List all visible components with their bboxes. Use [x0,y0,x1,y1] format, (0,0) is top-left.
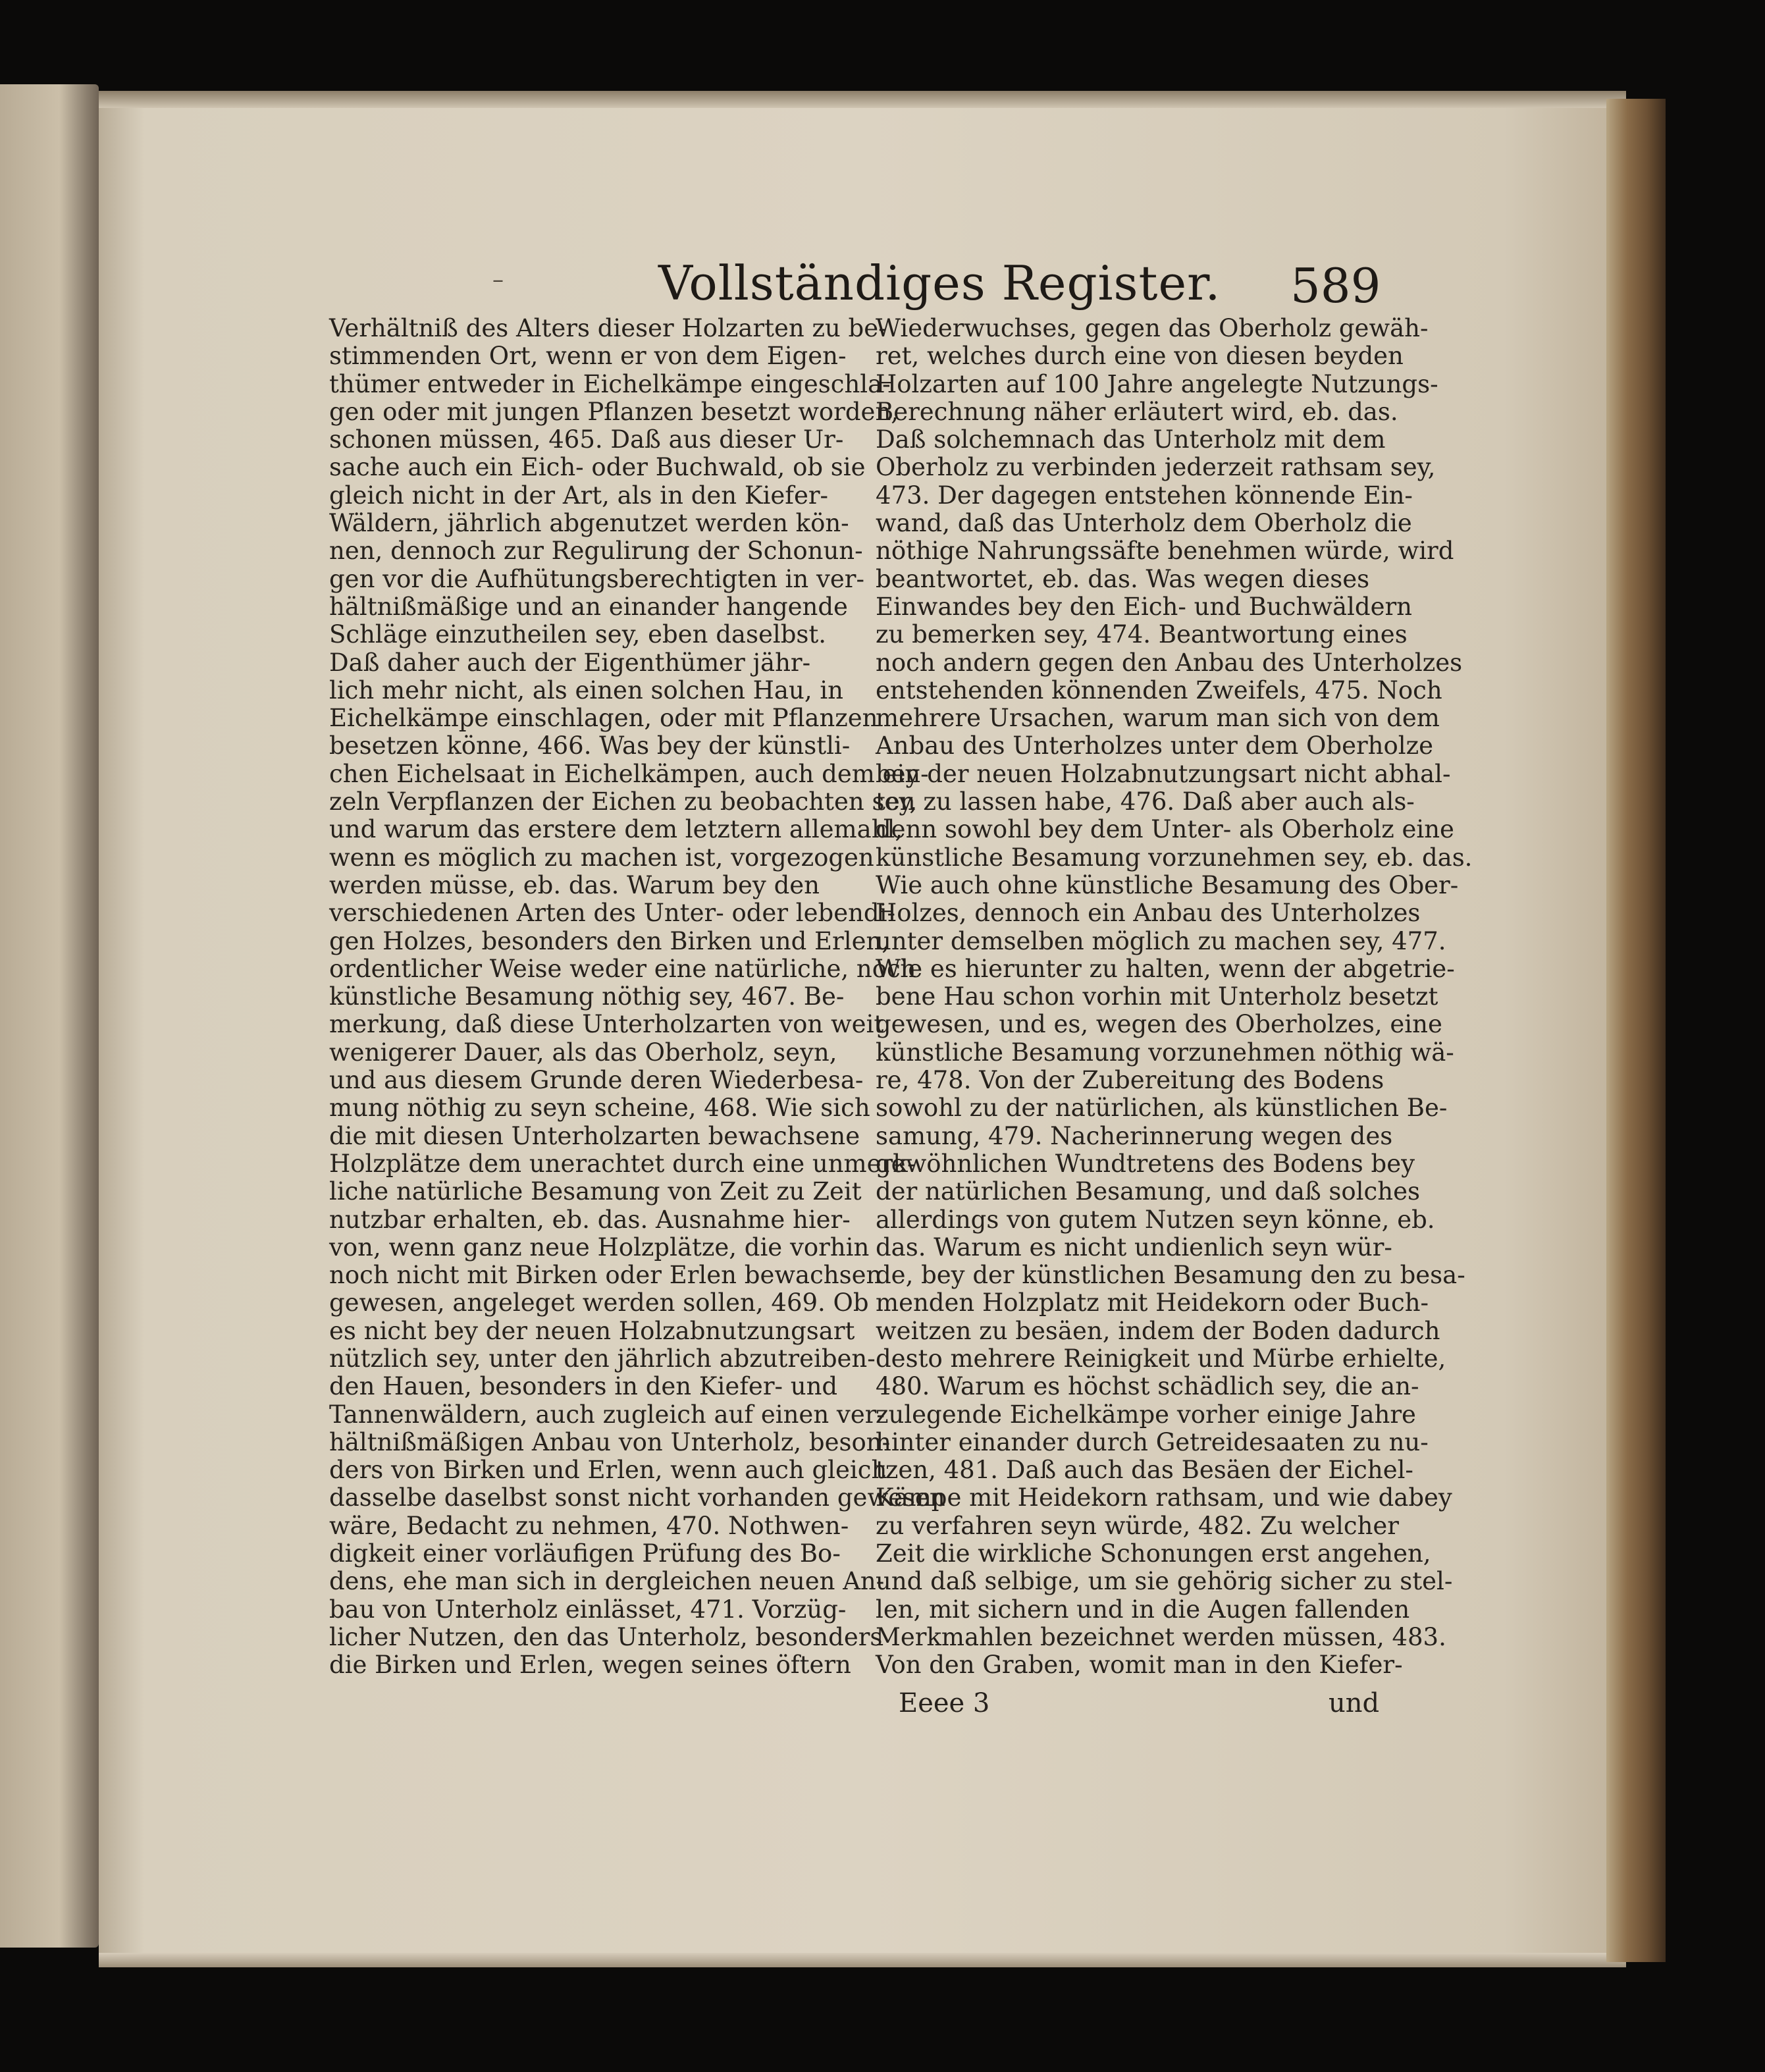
text-line: die Birken und Erlen, wegen seines öftern [329,1651,851,1680]
text-line: gen oder mit jungen Pflanzen besetzt worden, [329,397,899,426]
text-line: entstehenden könnenden Zweifels, 475. Noch [876,676,1442,704]
text-line: hältnißmäßigen Anbau von Unterholz, beson- [329,1427,891,1456]
text-line: gewesen, angeleget werden sollen, 469. Ob [329,1288,869,1317]
text-line: Wie auch ohne künstliche Besamung des Ober- [876,870,1459,899]
text-line: gewesen, und es, wegen des Oberholzes, eine [876,1010,1442,1039]
text-line: Verhältniß des Alters dieser Holzarten zu be- [329,314,887,342]
text-line: noch nicht mit Birken oder Erlen bewachsen [329,1261,882,1290]
text-line: Einwandes bey den Eich- und Buchwäldern [876,592,1412,621]
text-line: hinter einander durch Getreidesaaten zu nu- [876,1427,1429,1456]
text-line: und warum das erstere dem letztern allemahl, [329,815,903,844]
text-line: stimmenden Ort, wenn er von dem Eigen- [329,342,847,371]
text-line: digkeit einer vorläufigen Prüfung des Bo- [329,1539,841,1568]
text-line: Oberholz zu verbinden jederzeit rathsam sey, [876,453,1436,482]
text-line: wenigerer Dauer, als das Oberholz, seyn, [329,1038,837,1067]
text-line: licher Nutzen, den das Unterholz, besonders [329,1622,883,1651]
running-title: Vollständiges Register. [658,255,1221,311]
text-line: bey der neuen Holzabnutzungsart nicht abhal- [876,759,1451,788]
text-line: Wie es hierunter zu halten, wenn der abgetrie- [876,954,1455,983]
catchword: und [1329,1688,1380,1718]
text-line: sowohl zu der natürlichen, als künstlichen Be- [876,1094,1448,1123]
text-line: zu bemerken sey, 474. Beantwortung eines [876,620,1408,649]
text-line: len, mit sichern und in die Augen fallenden [876,1595,1410,1624]
page-number: 589 [1290,258,1381,313]
text-column-right [876,314,1473,1711]
text-line: ders von Birken und Erlen, wenn auch gleich [329,1456,887,1485]
text-line: desto mehrere Reinigkeit und Mürbe erhielte, [876,1344,1446,1373]
text-line: 480. Warum es höchst schädlich sey, die an- [876,1372,1419,1401]
text-line: mung nöthig zu seyn scheine, 468. Wie sich [329,1094,870,1123]
text-line: Merkmahlen bezeichnet werden müssen, 483. [876,1622,1446,1651]
text-line: künstliche Besamung vorzunehmen sey, eb. das. [876,843,1473,872]
text-line: weitzen zu besäen, indem der Boden dadurch [876,1316,1440,1345]
signature-mark: Eeee 3 [899,1688,990,1718]
text-line: thümer entweder in Eichelkämpe eingeschla- [329,369,891,398]
text-line: das. Warum es nicht undienlich seyn wür- [876,1233,1392,1262]
text-line: und daß selbige, um sie gehörig sicher zu stel- [876,1567,1453,1596]
text-line: nen, dennoch zur Regulirung der Schonun- [329,537,863,566]
text-line: gewöhnlichen Wundtretens des Bodens bey [876,1149,1415,1178]
text-line: samung, 479. Nacherinnerung wegen des [876,1121,1393,1150]
text-line: Zeit die wirkliche Schonungen erst angehen, [876,1539,1431,1568]
text-line: Daß daher auch der Eigenthümer jähr- [329,648,811,677]
text-line: gleich nicht in der Art, als in den Kiefer- [329,481,829,510]
text-line: lich mehr nicht, als einen solchen Hau, in [329,676,844,704]
text-line: chen Eichelsaat in Eichelkämpen, auch dem ein- [329,759,929,788]
facing-page-edge [0,84,99,1948]
text-line: Holzarten auf 100 Jahre angelegte Nutzungs- [876,369,1438,398]
text-line: ordentlicher Weise weder eine natürliche, noch [329,954,916,983]
text-line: besetzen könne, 466. Was bey der künstli- [329,731,851,760]
text-line: denn sowohl bey dem Unter- als Oberholz eine [876,815,1454,844]
text-line: gen vor die Aufhütungsberechtigten in ver- [329,564,864,593]
text-line: tzen, 481. Daß auch das Besäen der Eichel- [876,1456,1413,1485]
text-line: gen Holzes, besonders den Birken und Erlen, [329,926,890,955]
text-line: zeln Verpflanzen der Eichen zu beobachten sey, [329,787,918,816]
text-line: dens, ehe man sich in dergleichen neuen An- [329,1567,885,1596]
text-line: von, wenn ganz neue Holzplätze, die vorhin [329,1233,870,1262]
text-line: Von den Graben, womit man in den Kiefer- [876,1651,1403,1680]
text-line: beantwortet, eb. das. Was wegen dieses [876,564,1370,593]
text-line: unter demselben möglich zu machen sey, 477. [876,926,1446,955]
text-column-left [329,314,945,1711]
text-line: merkung, daß diese Unterholzarten von weit [329,1010,884,1039]
text-line: menden Holzplatz mit Heidekorn oder Buch- [876,1288,1429,1317]
text-line: ret, welches durch eine von diesen beyden [876,342,1404,371]
text-line: nöthige Nahrungssäfte benehmen würde, wird [876,537,1454,566]
text-line: re, 478. Von der Zubereitung des Bodens [876,1066,1384,1095]
text-line: den Hauen, besonders in den Kiefer- und [329,1372,838,1401]
text-line: der natürlichen Besamung, und daß solches [876,1177,1420,1206]
text-line: wenn es möglich zu machen ist, vorgezogen [329,843,874,872]
text-line: nützlich sey, unter den jährlich abzutreiben- [329,1344,876,1373]
text-line: 473. Der dagegen entstehen könnende Ein- [876,481,1413,510]
text-line: schonen müssen, 465. Daß aus dieser Ur- [329,425,844,454]
text-line: liche natürliche Besamung von Zeit zu Zeit [329,1177,862,1206]
text-line: Tannenwäldern, auch zugleich auf einen ver- [329,1400,885,1429]
text-line: ten zu lassen habe, 476. Daß aber auch als- [876,787,1415,816]
text-line: Eichelkämpe einschlagen, oder mit Pflanzen [329,704,878,733]
text-line: hältnißmäßige und an einander hangende [329,592,848,621]
text-line: Daß solchemnach das Unterholz mit dem [876,425,1386,454]
text-line: dasselbe daselbst sonst nicht vorhanden gewesen [329,1483,945,1512]
text-line: es nicht bey der neuen Holzabnutzungsart [329,1316,855,1345]
text-line: de, bey der künstlichen Besamung den zu besa- [876,1261,1465,1290]
text-line: Holzplätze dem unerachtet durch eine unmerk- [329,1149,916,1178]
text-line: sache auch ein Eich- oder Buchwald, ob sie [329,453,866,482]
text-line: zulegende Eichelkämpe vorher einige Jahre [876,1400,1416,1429]
text-line: und aus diesem Grunde deren Wiederbesa- [329,1066,864,1095]
header-dash: – [492,267,504,293]
text-line: künstliche Besamung nöthig sey, 467. Be- [329,982,845,1011]
text-line: bene Hau schon vorhin mit Unterholz besetzt [876,982,1438,1011]
text-line: nutzbar erhalten, eb. das. Ausnahme hier- [329,1205,851,1234]
text-line: Kämpe mit Heidekorn rathsam, und wie dabey [876,1483,1452,1512]
text-line: werden müsse, eb. das. Warum bey den [329,870,820,899]
text-line: künstliche Besamung vorzunehmen nöthig wä- [876,1038,1454,1067]
text-line: Wäldern, jährlich abgenutzet werden kön- [329,509,849,538]
text-line: die mit diesen Unterholzarten bewachsene [329,1121,860,1150]
text-line: noch andern gegen den Anbau des Unterholzes [876,648,1463,677]
text-line: wäre, Bedacht zu nehmen, 470. Nothwen- [329,1511,849,1540]
text-line: bau von Unterholz einlässet, 471. Vorzüg- [329,1595,847,1624]
text-line: wand, daß das Unterholz dem Oberholz die [876,509,1412,538]
text-line: Schläge einzutheilen sey, eben daselbst. [329,620,826,649]
text-line: verschiedenen Arten des Unter- oder lebendi- [329,899,895,928]
text-line: zu verfahren seyn würde, 482. Zu welcher [876,1511,1399,1540]
text-line: allerdings von gutem Nutzen seyn könne, eb. [876,1205,1435,1234]
text-line: Berechnung näher erläutert wird, eb. das. [876,397,1398,426]
text-line: mehrere Ursachen, warum man sich von dem [876,704,1440,733]
text-line: Holzes, dennoch ein Anbau des Unterholzes [876,899,1421,928]
text-line: Wiederwuchses, gegen das Oberholz gewäh- [876,314,1429,342]
book-spine [1606,99,1666,1962]
text-line: Anbau des Unterholzes unter dem Oberholze [876,731,1433,760]
